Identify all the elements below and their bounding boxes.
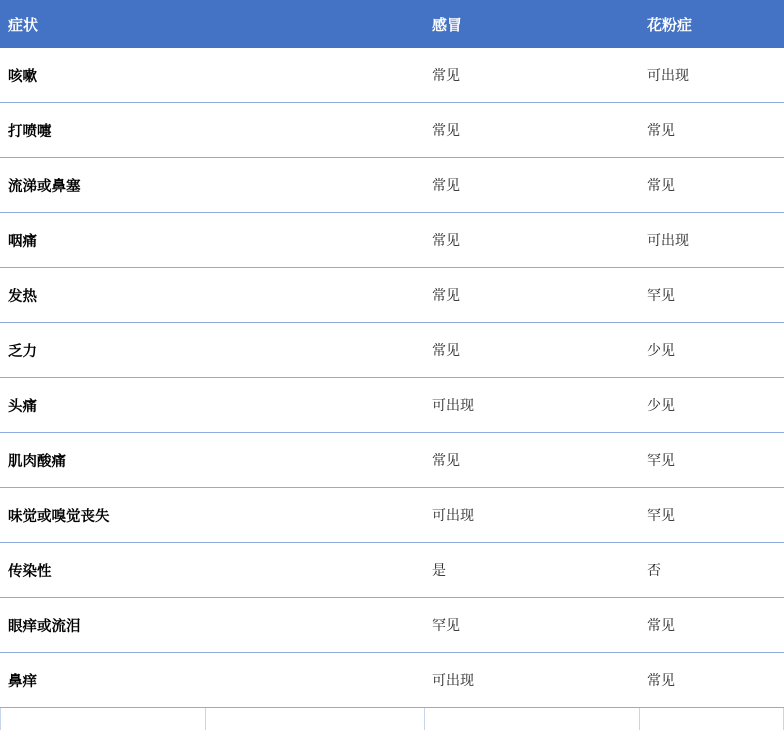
column-edge-marker <box>639 708 640 730</box>
table-body <box>0 48 784 708</box>
table-row <box>0 103 784 158</box>
table-row <box>0 268 784 323</box>
cell-cold: 常见 <box>424 433 639 488</box>
table-footer-edge <box>0 708 784 730</box>
cell-pollen: 常见 <box>639 653 784 708</box>
table-row <box>0 378 784 433</box>
cell-cold: 可出现 <box>424 488 639 543</box>
cell-symptom: 咽痛 <box>0 213 424 268</box>
cell-cold: 常见 <box>424 323 639 378</box>
cell-pollen: 可出现 <box>639 48 784 103</box>
table-row <box>0 158 784 213</box>
cell-symptom: 发热 <box>0 268 424 323</box>
cell-pollen: 罕见 <box>639 488 784 543</box>
cell-cold: 常见 <box>424 48 639 103</box>
cell-pollen: 常见 <box>639 103 784 158</box>
table-row <box>0 488 784 543</box>
column-edge-marker <box>424 708 425 730</box>
cell-pollen: 罕见 <box>639 268 784 323</box>
cell-symptom: 眼痒或流泪 <box>0 598 424 653</box>
table-row <box>0 213 784 268</box>
cell-pollen: 少见 <box>639 323 784 378</box>
cell-cold: 常见 <box>424 158 639 213</box>
cell-cold: 常见 <box>424 213 639 268</box>
column-header-symptom: 症状 <box>0 0 424 48</box>
cell-pollen: 常见 <box>639 158 784 213</box>
cell-pollen: 常见 <box>639 598 784 653</box>
cell-cold: 常见 <box>424 103 639 158</box>
table-row <box>0 543 784 598</box>
column-edge-marker <box>205 708 206 730</box>
cell-symptom: 鼻痒 <box>0 653 424 708</box>
cell-cold: 罕见 <box>424 598 639 653</box>
table-row <box>0 433 784 488</box>
column-header-pollen: 花粉症 <box>639 0 784 48</box>
column-edge-marker <box>0 708 1 730</box>
cell-pollen: 可出现 <box>639 213 784 268</box>
cell-cold: 常见 <box>424 268 639 323</box>
cell-symptom: 头痛 <box>0 378 424 433</box>
table-header <box>0 0 784 48</box>
cell-pollen: 少见 <box>639 378 784 433</box>
cell-symptom: 肌肉酸痛 <box>0 433 424 488</box>
column-header-cold: 感冒 <box>424 0 639 48</box>
table-row <box>0 653 784 708</box>
table-header-row <box>0 0 784 48</box>
cell-cold: 可出现 <box>424 378 639 433</box>
table-row <box>0 323 784 378</box>
cell-symptom: 味觉或嗅觉丧失 <box>0 488 424 543</box>
cell-symptom: 咳嗽 <box>0 48 424 103</box>
cell-pollen: 否 <box>639 543 784 598</box>
cell-symptom: 打喷嚏 <box>0 103 424 158</box>
cell-symptom: 传染性 <box>0 543 424 598</box>
table-row <box>0 48 784 103</box>
table-row <box>0 598 784 653</box>
cell-symptom: 乏力 <box>0 323 424 378</box>
cell-cold: 是 <box>424 543 639 598</box>
cell-pollen: 罕见 <box>639 433 784 488</box>
cell-cold: 可出现 <box>424 653 639 708</box>
cell-symptom: 流涕或鼻塞 <box>0 158 424 213</box>
